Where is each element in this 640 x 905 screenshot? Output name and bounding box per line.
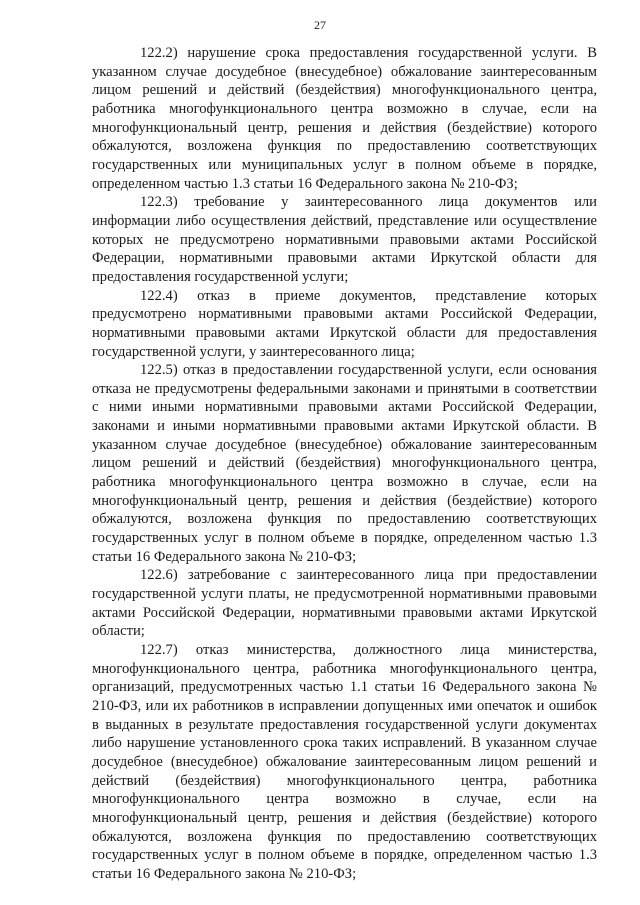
paragraph-122-3: 122.3) требование у заинтересованного лица документов или информации либо осуществления действий, представление или осуществление которых не предусмотрено нормативными правовыми актами Российской Федерации, нормативными правовыми актами Иркутской области для предоставления государственной услуги;	[92, 194, 597, 285]
page-number: 27	[314, 18, 326, 32]
paragraph-122-2: 122.2) нарушение срока предоставления государственной услуги. В указанном случае досудебное (внесудебное) обжалование заинтересованным лицом решений и действий (бездействия) многофункционального центра, работника многофункционального центра возможно в случае, если на многофункциональный центр, решения и действия (бездействие) которого обжалуются, возложена функция по предоставлению соответствующих государственных или муниципальных услуг в полном объеме в порядке, определенном частью 1.3 статьи 16 Федерального закона № 210-ФЗ;	[92, 45, 597, 192]
document-body	[92, 44, 597, 884]
paragraph-122-7: 122.7) отказ министерства, должностного лица министерства, многофункционального центра, работника многофункционального центра, организаций, предусмотренных частью 1.1 статьи 16 Федерального закона № 210-ФЗ, или их работников в исправлении допущенных ими опечаток и ошибок в выданных в результате предоставления государственной услуги документах либо нарушение установленного срока таких исправлений. В указанном случае досудебное (внесудебное) обжалование заинтересованным лицом решений и действий (бездействия) многофункционального центра, работника многофункционального центра возможно в случае, если на многофункциональный центр, решения и действия (бездействие) которого обжалуются, возложена функция по предоставлению соответствующих государственных услуг в полном объеме в порядке, определенном частью 1.3 статьи 16 Федерального закона № 210-ФЗ;	[92, 642, 597, 882]
paragraph-122-6: 122.6) затребование с заинтересованного лица при предоставлении государственной услуги платы, не предусмотренной нормативными правовыми актами Российской Федерации, нормативными правовыми актами Иркутской области;	[92, 567, 597, 640]
paragraph-122-5: 122.5) отказ в предоставлении государственной услуги, если основания отказа не предусмотрены федеральными законами и принятыми в соответствии с ними иными нормативными правовыми актами Российской Федерации, законами и иными нормативными правовыми актами Иркутской области. В указанном случае досудебное (внесудебное) обжалование заинтересованным лицом решений и действий (бездействия) многофункционального центра, работника многофункционального центра возможно в случае, если на многофункциональный центр, решения и действия (бездействие) которого обжалуются, возложена функция по предоставлению соответствующих государственных услуг в полном объеме в порядке, определенном частью 1.3 статьи 16 Федерального закона № 210-ФЗ;	[92, 362, 597, 565]
paragraph-122-4: 122.4) отказ в приеме документов, представление которых предусмотрено нормативными правовыми актами Российской Федерации, нормативными правовыми актами Иркутской области для предоставления государственной услуги, у заинтересованного лица;	[92, 287, 597, 360]
